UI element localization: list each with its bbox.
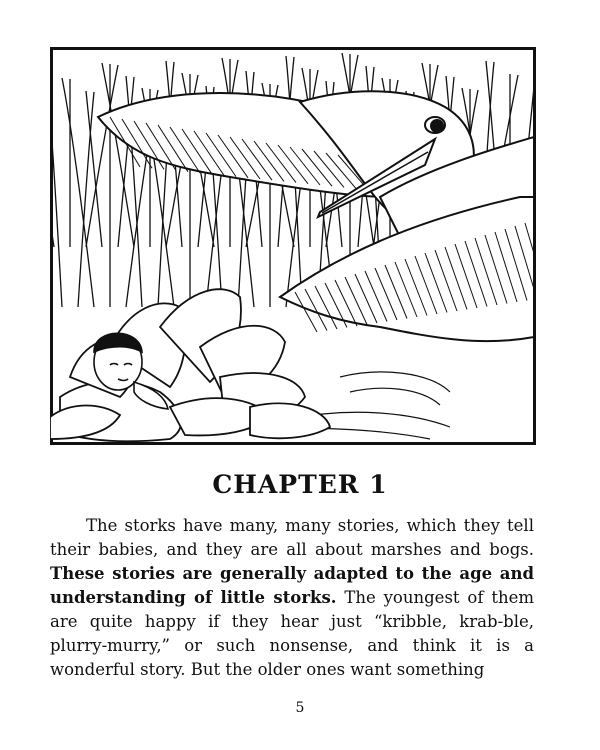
body-text-part-2: The youngest of them are quite happy if they hear just “kribble, krab-ble, plurry-murry,” or such nonsense, and think it is a wonderful story. But the older ones want something	[50, 588, 534, 679]
body-paragraph	[50, 514, 534, 682]
chapter-title: CHAPTER 1	[212, 470, 388, 499]
body-text-bold: These stories are generally adapted to the age and understanding of little storks.	[50, 564, 534, 607]
stork-illustration	[50, 47, 536, 445]
body-text-part-1: The storks have many, many stories, which they tell their babies, and they are all about marshes and bogs.	[50, 516, 534, 559]
page-number: 5	[295, 700, 305, 716]
